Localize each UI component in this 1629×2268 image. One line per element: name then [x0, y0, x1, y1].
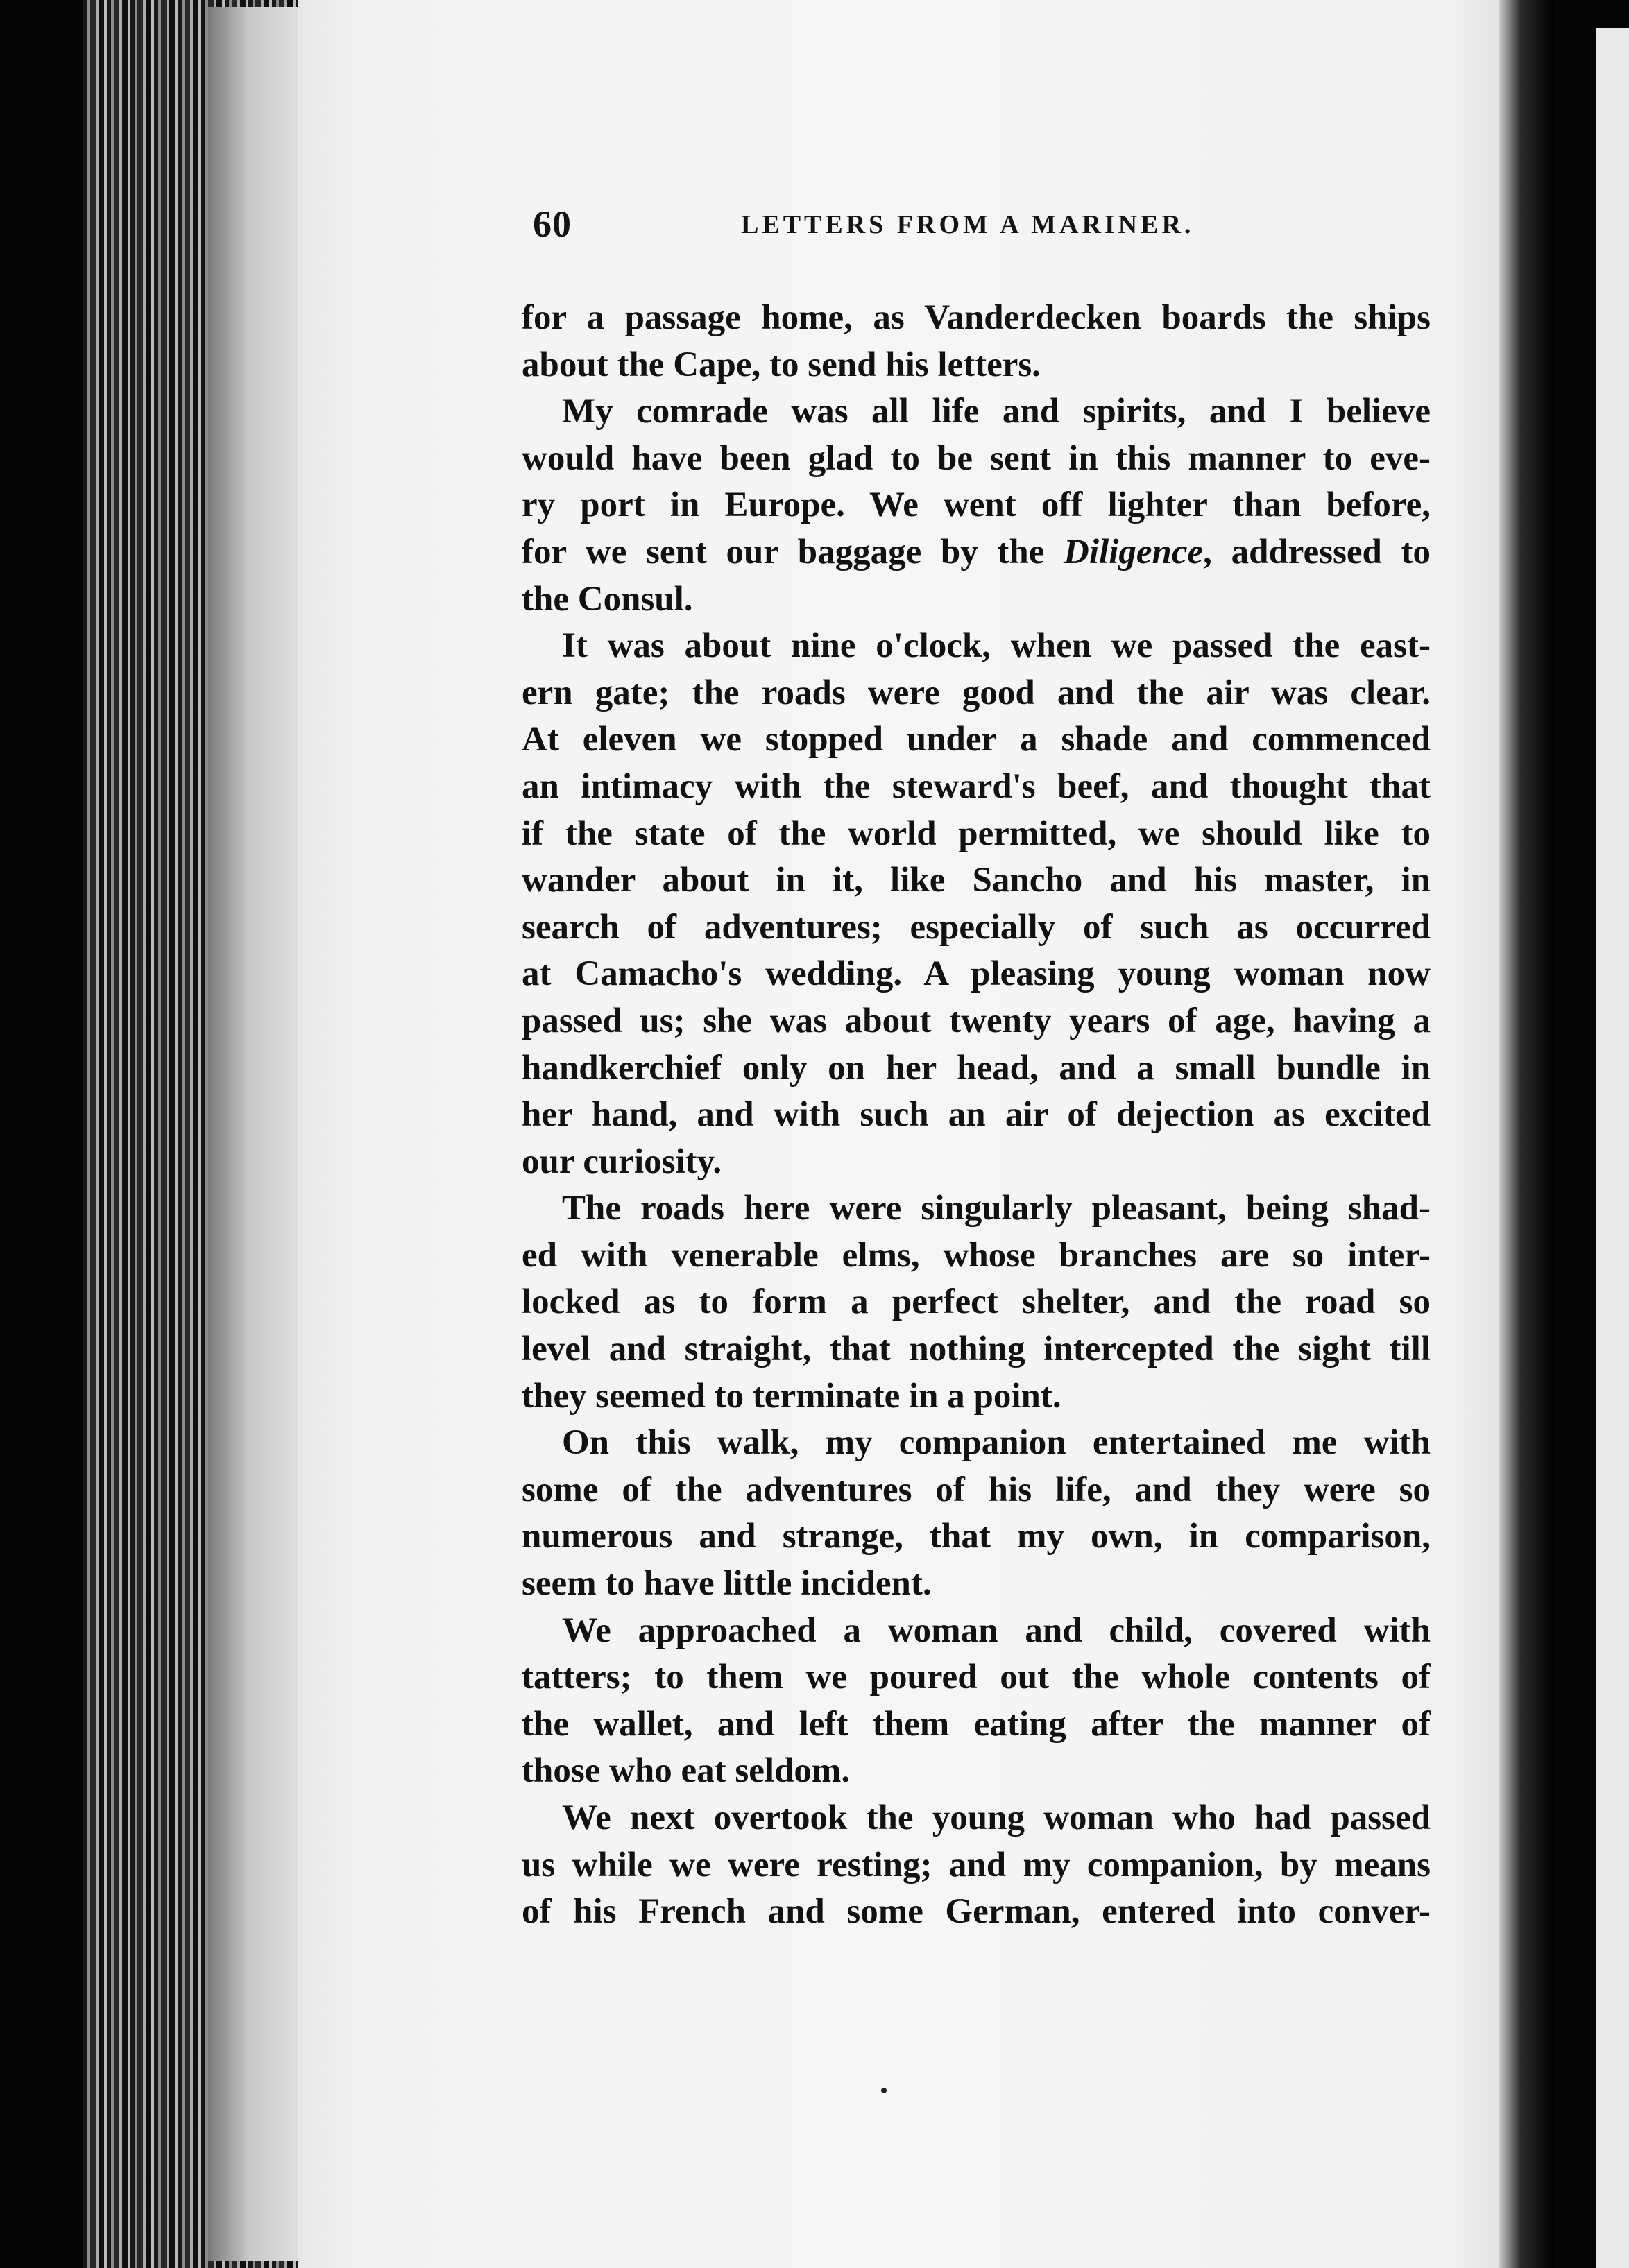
page-edge-highlight	[208, 7, 312, 2261]
text-line: us while we were resting; and my companion, by means	[522, 1845, 1431, 1884]
text-line: handkerchief only on her head, and a small bundle in	[522, 1048, 1431, 1088]
body-text	[522, 295, 1431, 1936]
text-line: at Camacho's wedding. A pleasing young woman now	[522, 954, 1431, 994]
text-line: locked as to form a perfect shelter, and the road so	[522, 1282, 1431, 1322]
text-line: tatters; to them we poured out the whole contents of	[522, 1658, 1431, 1697]
next-page-edge	[1596, 28, 1629, 2268]
page-number: 60	[533, 203, 572, 245]
text-line: level and straight, that nothing intercepted the sight till	[522, 1330, 1431, 1369]
text-line: they seemed to terminate in a point.	[522, 1376, 1061, 1416]
text-line: It was about nine o'clock, when we passed the east-	[562, 626, 1431, 666]
text-line: of his French and some German, entered into conver-	[522, 1892, 1431, 1932]
text-line: wander about in it, like Sancho and his master, in	[522, 861, 1431, 900]
print-speck	[881, 2088, 887, 2093]
text-line: On this walk, my companion entertained me with	[562, 1423, 1431, 1463]
italic-word: Diligence	[1064, 532, 1204, 572]
text-line: We approached a woman and child, covered with	[562, 1610, 1431, 1650]
running-title: LETTERS FROM A MARINER.	[741, 210, 1195, 239]
text-line: about the Cape, to send his letters.	[522, 345, 1041, 384]
text-line: The roads here were singularly pleasant, being shad-	[562, 1189, 1431, 1228]
text-line: search of adventures; especially of such as occurred	[522, 907, 1431, 947]
text-line: those who eat seldom.	[522, 1751, 851, 1791]
text-line: if the state of the world permitted, we should like to	[522, 814, 1431, 853]
text-line: would have been glad to be sent in this manner to eve-	[522, 438, 1431, 478]
text-line: some of the adventures of his life, and they were so	[522, 1470, 1431, 1509]
text-line: ern gate; the roads were good and the air was clear.	[522, 673, 1431, 712]
binding-gutter	[1499, 0, 1554, 2268]
text-line: our curiosity.	[522, 1142, 722, 1181]
text-line: the wallet, and left them eating after the manner of	[522, 1704, 1431, 1744]
text-line: numerous and strange, that my own, in comparison,	[522, 1517, 1431, 1556]
text-line: ry port in Europe. We went off lighter than before,	[522, 486, 1431, 525]
text-line: At eleven we stopped under a shade and commenced	[522, 720, 1431, 759]
text-line: My comrade was all life and spirits, and I believe	[562, 392, 1431, 431]
text-line: an intimacy with the steward's beef, and thought that	[522, 766, 1431, 806]
text-line: passed us; she was about twenty years of age, having a	[522, 1001, 1431, 1040]
text-segment: for we sent our baggage by the	[522, 532, 1064, 572]
text-line-with-italic	[522, 529, 1431, 576]
text-line: her hand, and with such an air of dejection as excited	[522, 1095, 1431, 1135]
text-line: for a passage home, as Vanderdecken boards the ships	[522, 298, 1431, 337]
running-head	[533, 203, 1296, 244]
text-line: ed with venerable elms, whose branches are so inter-	[522, 1235, 1431, 1275]
text-line: We next overtook the young woman who had passed	[562, 1798, 1431, 1837]
text-line: the Consul.	[522, 579, 693, 619]
text-segment: , addressed to	[1203, 532, 1431, 572]
text-line: seem to have little incident.	[522, 1564, 932, 1604]
